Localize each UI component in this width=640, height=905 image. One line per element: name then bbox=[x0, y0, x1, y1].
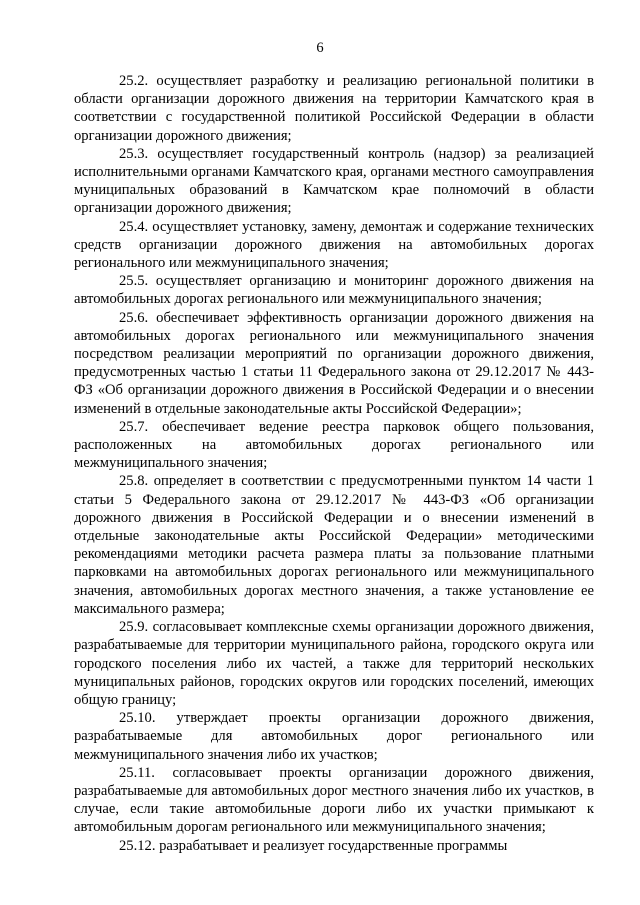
paragraph-25-11: 25.11. согласовывает проекты организации дорожного движения, разрабатываемые для автомобильных дорог местного значения либо их участков, в случае, если такие автомобильные дороги либо их участки примыкают к автомобильным дорогам регионального или межмуниципального значения; bbox=[74, 764, 594, 836]
paragraph-25-4: 25.4. осуществляет установку, замену, демонтаж и содержание технических средств организации дорожного движения на автомобильных дорогах регионального или межмуниципального значения; bbox=[74, 218, 594, 272]
paragraph-25-12: 25.12. разрабатывает и реализует государственные программы bbox=[119, 837, 508, 854]
paragraph-25-10: 25.10. утверждает проекты организации дорожного движения, разрабатываемые для автомобильных дорог регионального или межмуниципального значения либо их участков; bbox=[74, 710, 594, 763]
paragraph-25-2: 25.2. осуществляет разработку и реализацию региональной политики в области организации дорожного движения на территории Камчатского края в соответствии с государственной политикой Российской Федерации в области организации дорожного движения; bbox=[74, 73, 594, 144]
paragraph-25-5: 25.5. осуществляет организацию и мониторинг дорожного движения на автомобильных дорогах регионального или межмуниципального значения; bbox=[74, 273, 594, 308]
paragraph-25-6: 25.6. обеспечивает эффективность организации дорожного движения на автомобильных дорогах регионального или межмуниципального значения посредством реализации мероприятий по организации дорожного движения, предусмотренных частью 1 статьи 11 Федерального закона от 29.12.2017 № 443-ФЗ «Об организации дорожного движения в Российской Федерации и о внесении изменений в отдельные законодательные акты Российской Федерации»; bbox=[74, 309, 594, 417]
page-number: 6 bbox=[316, 40, 324, 56]
paragraph-25-3: 25.3. осуществляет государственный контроль (надзор) за реализацией исполнительными органами Камчатского края, органами местного самоуправления муниципальных образований в Камчатском крае полномочий в области организации дорожного движения; bbox=[74, 145, 594, 217]
paragraph-25-8: 25.8. определяет в соответствии с предусмотренными пунктом 14 части 1 статьи 5 Федерального закона от 29.12.2017 № 443-ФЗ «Об организации дорожного движения в Российской Федерации и о внесении изменений в отдельные законодательные акты Российской Федерации» методическими рекомендациями методики расчета размера платы за пользование платными парковками на автомобильных дорогах регионального или межмуниципального значения, автомобильных дорогах местного значения, а также установление ее максимального размера; bbox=[74, 473, 594, 617]
paragraph-25-9: 25.9. согласовывает комплексные схемы организации дорожного движения, разрабатываемые для территории муниципального района, городского округа или городского поселения либо их частей, а также для территорий нескольких муниципальных районов, городских округов или городских поселений, имеющих общую границу; bbox=[74, 619, 594, 708]
document-body bbox=[74, 72, 594, 855]
paragraph-25-7: 25.7. обеспечивает ведение реестра парковок общего пользования, расположенных на автомобильных дорогах регионального или межмуниципального значения; bbox=[74, 418, 594, 472]
